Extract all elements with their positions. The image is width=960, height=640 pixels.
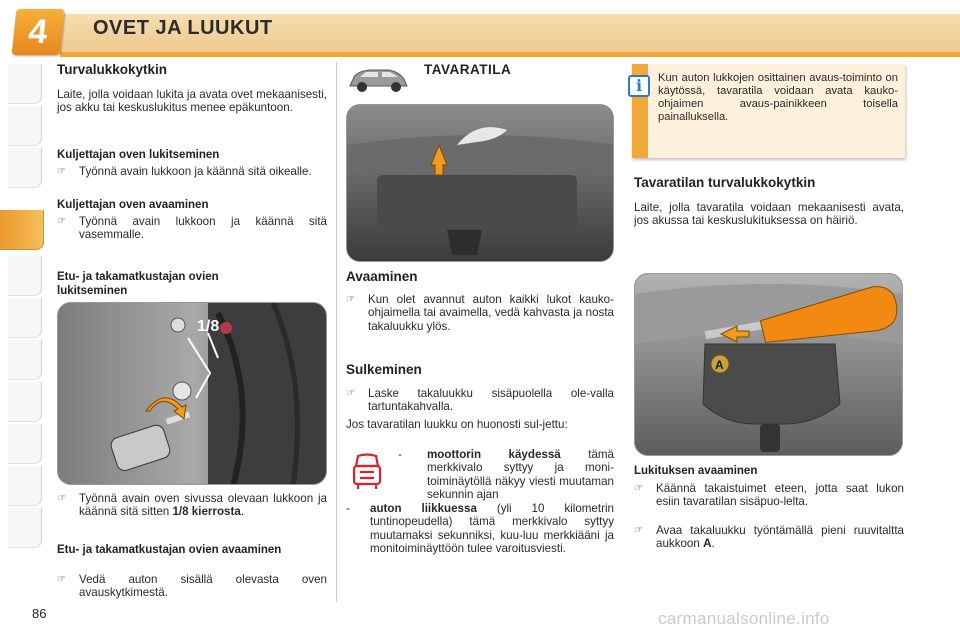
chapter-tab[interactable]	[8, 298, 42, 338]
chapter-tab[interactable]	[8, 466, 42, 506]
rear-unlock-heading: Etu- ja takamatkustajan ovien avaaminen	[57, 544, 282, 556]
opening-heading: Avaaminen	[346, 269, 418, 284]
car-side-icon	[346, 66, 410, 94]
security-lock-intro: Laite, jolla voidaan lukita ja avata ovet mekaanisesti, jos akku tai keskuslukitus menee epäkuntoon.	[57, 88, 327, 115]
car-moving-text: auton liikkuessa (yli 10 kilometrin tuntinopeudella) tämä merkkivalo syttyy muutamaksi sekunniksi, kuu-luu merkkiääni ja monitoiminäyttöön tulee varoitusviesti.	[370, 502, 614, 556]
unlock-bullet-2: ☞ Avaa takaluukku työntämällä pieni ruuvitaltta aukkoon A.	[634, 524, 904, 551]
hand-bullet-icon: ☞	[346, 294, 355, 305]
slot-a-label: A	[715, 358, 724, 372]
chapter-number-badge: 4	[12, 9, 65, 55]
watermark: carmanualsonline.info	[658, 609, 830, 628]
chapter-tab[interactable]	[8, 424, 42, 464]
moving-dash: -	[346, 502, 350, 515]
info-box	[632, 64, 905, 158]
boot-lock-illustration	[635, 274, 903, 456]
door-lock-illustration	[58, 303, 327, 485]
chapter-title: OVET JA LUUKUT	[93, 17, 273, 39]
boot-security-lock-title: Tavaratilan turvalukkokytkin	[634, 175, 816, 190]
boot-security-lock-intro: Laite, jolla tavaratila voidaan mekaanisesti avata, jos akussa tai keskuslukituksessa on häiriö.	[634, 201, 904, 228]
chapter-tab-active[interactable]	[0, 210, 44, 250]
closing-bullet: ☞ Laske takaluukku sisäpuolella ole-valla tartuntakahvalla.	[346, 387, 614, 414]
chapter-header	[0, 0, 960, 56]
chapter-tab[interactable]	[8, 508, 42, 548]
chapter-tabs	[0, 64, 46, 576]
open-door-warning-icon	[348, 452, 386, 492]
section-title-security-lock: Turvalukkokytkin	[57, 62, 168, 77]
chapter-tab[interactable]	[8, 256, 42, 296]
boot-section-title: TAVARATILA	[424, 62, 512, 77]
chapter-tab[interactable]	[8, 64, 42, 104]
hand-bullet-icon: ☞	[57, 493, 66, 504]
hand-bullet-icon: ☞	[346, 388, 355, 399]
unlock-heading: Lukituksen avaaminen	[634, 465, 758, 477]
boot-handle-illustration	[347, 105, 614, 262]
rear-lock-heading: Etu- ja takamatkustajan ovien lukitseminen	[57, 271, 219, 297]
unlock-bullet-1: ☞ Käännä takaistuimet eteen, jotta saat lukon esiin tavaratilan sisäpuo-lelta.	[634, 482, 904, 509]
hand-bullet-icon: ☞	[634, 525, 643, 536]
opening-bullet: ☞ Kun olet avannut auton kaikki lukot kauko-ohjaimella tai avaimella, vedä kahvasta ja nosta takaluukku ylös.	[346, 293, 614, 333]
boot-handle-photo	[346, 104, 614, 262]
info-icon: i	[628, 75, 650, 97]
chapter-tab[interactable]	[8, 106, 42, 146]
rear-lock-bullet: ☞ Työnnä avain oven sivussa olevaan lukkoon ja käännä sitä sitten 1/8 kierrosta.	[57, 492, 327, 519]
hand-bullet-icon: ☞	[57, 216, 66, 227]
rotation-label: 1/8	[197, 318, 220, 335]
driver-unlock-bullet: ☞ Työnnä avain lukkoon ja käännä sitä vasemmalle.	[57, 215, 327, 242]
column-divider	[336, 62, 337, 602]
closing-heading: Sulkeminen	[346, 362, 422, 377]
hand-bullet-icon: ☞	[57, 574, 66, 585]
hand-bullet-icon: ☞	[634, 483, 643, 494]
door-lock-photo	[57, 302, 327, 485]
engine-dash: -	[398, 448, 402, 461]
engine-running-text: moottorin käydessä tämä merkkivalo syttyy ja moni-toiminäytöllä näkyy viesti muutaman sekunnin ajan	[427, 448, 614, 502]
driver-lock-heading: Kuljettajan oven lukitseminen	[57, 149, 220, 161]
chapter-tab[interactable]	[8, 382, 42, 422]
closing-text: Jos tavaratilan luukku on huonosti sul-jettu:	[346, 418, 568, 431]
hand-bullet-icon: ☞	[57, 166, 66, 177]
boot-lock-photo	[634, 273, 903, 456]
info-text: Kun auton lukkojen osittainen avaus-toiminto on käytössä, tavaratila voidaan avata kauko-ohjaimen avaus-painikkeen toisella painalluksella.	[658, 72, 898, 123]
driver-lock-bullet: ☞ Työnnä avain lukkoon ja käännä sitä oikealle.	[57, 165, 312, 178]
page-number: 86	[32, 606, 47, 621]
rear-unlock-bullet: ☞ Vedä auton sisällä olevasta oven avauskytkimestä.	[57, 573, 327, 600]
chapter-tab[interactable]	[8, 148, 42, 188]
header-underline	[60, 52, 960, 57]
driver-unlock-heading: Kuljettajan oven avaaminen	[57, 199, 209, 211]
chapter-tab[interactable]	[8, 340, 42, 380]
